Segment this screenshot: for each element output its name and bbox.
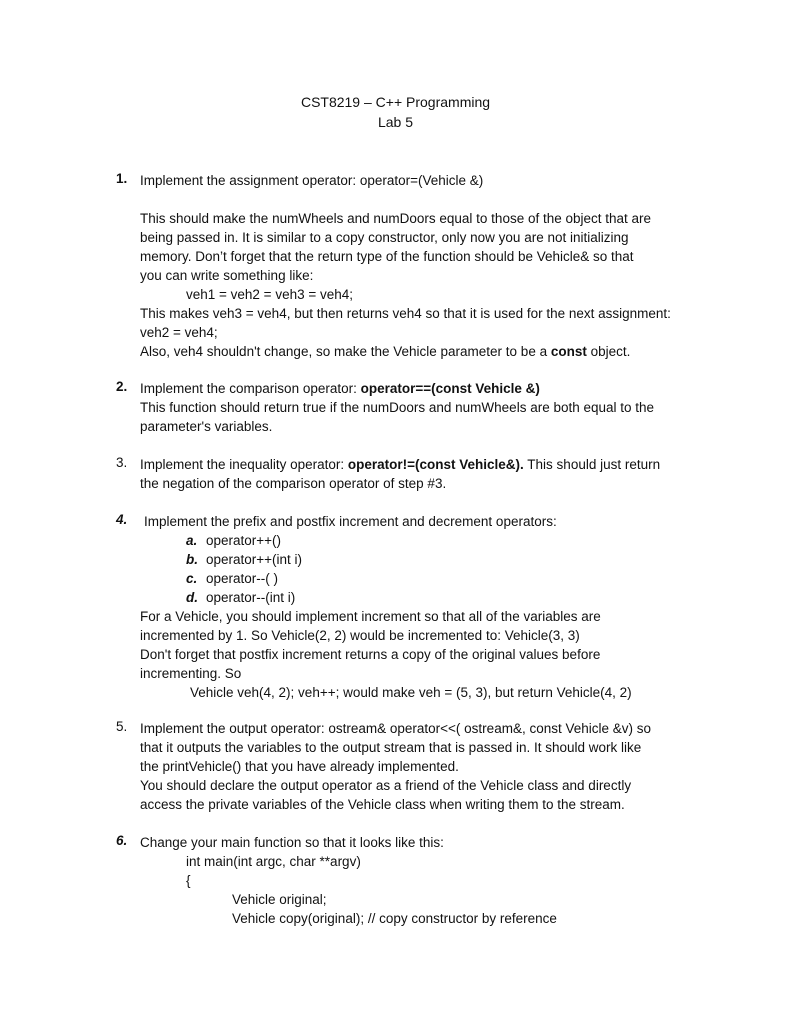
item-heading: Implement the output operator: ostream& operator<<( ostream&, const Vehicle &v) so	[140, 721, 652, 736]
text-segment: Implement the inequality operator:	[140, 457, 348, 472]
paragraph-line: memory. Don’t forget that the return type of the function should be Vehicle& so that	[140, 249, 634, 264]
paragraph-line: For a Vehicle, you should implement increment so that all of the variables are	[140, 609, 601, 624]
sub-item-letter: b.	[186, 552, 198, 567]
text-segment: This should just return	[523, 457, 661, 472]
item-heading: Implement the assignment operator: operator=(Vehicle &)	[140, 173, 484, 188]
item-heading: Change your main function so that it looks like this:	[140, 835, 444, 850]
paragraph-line: incrementing. So	[140, 666, 242, 681]
paragraph-line: Don't forget that postfix increment returns a copy of the original values before	[140, 647, 601, 662]
sub-item-text: operator++()	[206, 533, 282, 548]
code-line: {	[186, 873, 191, 888]
text-segment: object.	[586, 344, 631, 359]
bold-keyword: operator==(const Vehicle &)	[360, 381, 540, 396]
sub-item	[140, 531, 710, 550]
text-segment: Implement the comparison operator:	[140, 381, 361, 396]
paragraph-line: This should make the numWheels and numDoors equal to those of the object that are	[140, 211, 652, 226]
paragraph-line: You should declare the output operator as a friend of the Vehicle class and directly	[140, 778, 632, 793]
paragraph-line	[140, 342, 710, 361]
item-number: 4.	[116, 512, 128, 527]
paragraph-line: being passed in. It is similar to a copy constructor, only now you are not initializing	[140, 230, 629, 245]
item-number: 6.	[116, 833, 128, 848]
course-title: CST8219 – C++ Programming	[300, 94, 491, 110]
sub-item-text: operator++(int i)	[206, 552, 303, 567]
paragraph-line: incremented by 1. So Vehicle(2, 2) would be incremented to: Vehicle(3, 3)	[140, 628, 580, 643]
paragraph-line: the printVehicle() that you have already implemented.	[140, 759, 459, 774]
code-line: int main(int argc, char **argv)	[186, 854, 361, 869]
item-number: 2.	[116, 379, 128, 394]
paragraph-line: veh2 = veh4;	[140, 325, 218, 340]
bold-keyword: const	[550, 344, 587, 359]
paragraph-line: This makes veh3 = veh4, but then returns veh4 so that it is used for the next assignment:	[140, 306, 671, 321]
item-heading	[140, 455, 710, 474]
item-heading	[140, 379, 710, 398]
bold-keyword: operator!=(const Vehicle&).	[347, 457, 524, 472]
code-line: Vehicle veh(4, 2); veh++; would make veh = (5, 3), but return Vehicle(4, 2)	[190, 685, 632, 700]
code-line: Vehicle original;	[232, 892, 327, 907]
paragraph-line: parameter's variables.	[140, 419, 273, 434]
item-number: 1.	[116, 171, 128, 186]
sub-item	[140, 569, 710, 588]
item-number: 5.	[116, 719, 128, 734]
sub-item	[140, 588, 710, 607]
paragraph-line: you can write something like:	[140, 268, 314, 283]
sub-item-letter: d.	[186, 590, 198, 605]
text-segment: Also, veh4 shouldn't change, so make the Vehicle parameter to be a	[140, 344, 551, 359]
paragraph-line: that it outputs the variables to the output stream that is passed in. It should work like	[140, 740, 642, 755]
paragraph-line: This function should return true if the numDoors and numWheels are both equal to the	[140, 400, 655, 415]
item-heading: Implement the prefix and postfix increment and decrement operators:	[144, 514, 557, 529]
sub-item	[140, 550, 710, 569]
paragraph-line: access the private variables of the Vehicle class when writing them to the stream.	[140, 797, 625, 812]
sub-item-text: operator--( )	[206, 571, 279, 586]
sub-item-letter: a.	[186, 533, 198, 548]
sub-item-text: operator--(int i)	[206, 590, 296, 605]
lab-title: Lab 5	[377, 114, 414, 130]
code-line: veh1 = veh2 = veh3 = veh4;	[186, 287, 354, 302]
paragraph-line: the negation of the comparison operator of step #3.	[140, 476, 447, 491]
sub-item-letter: c.	[186, 571, 198, 586]
code-line: Vehicle copy(original); // copy constructor by reference	[232, 911, 557, 926]
item-number: 3.	[116, 455, 128, 470]
